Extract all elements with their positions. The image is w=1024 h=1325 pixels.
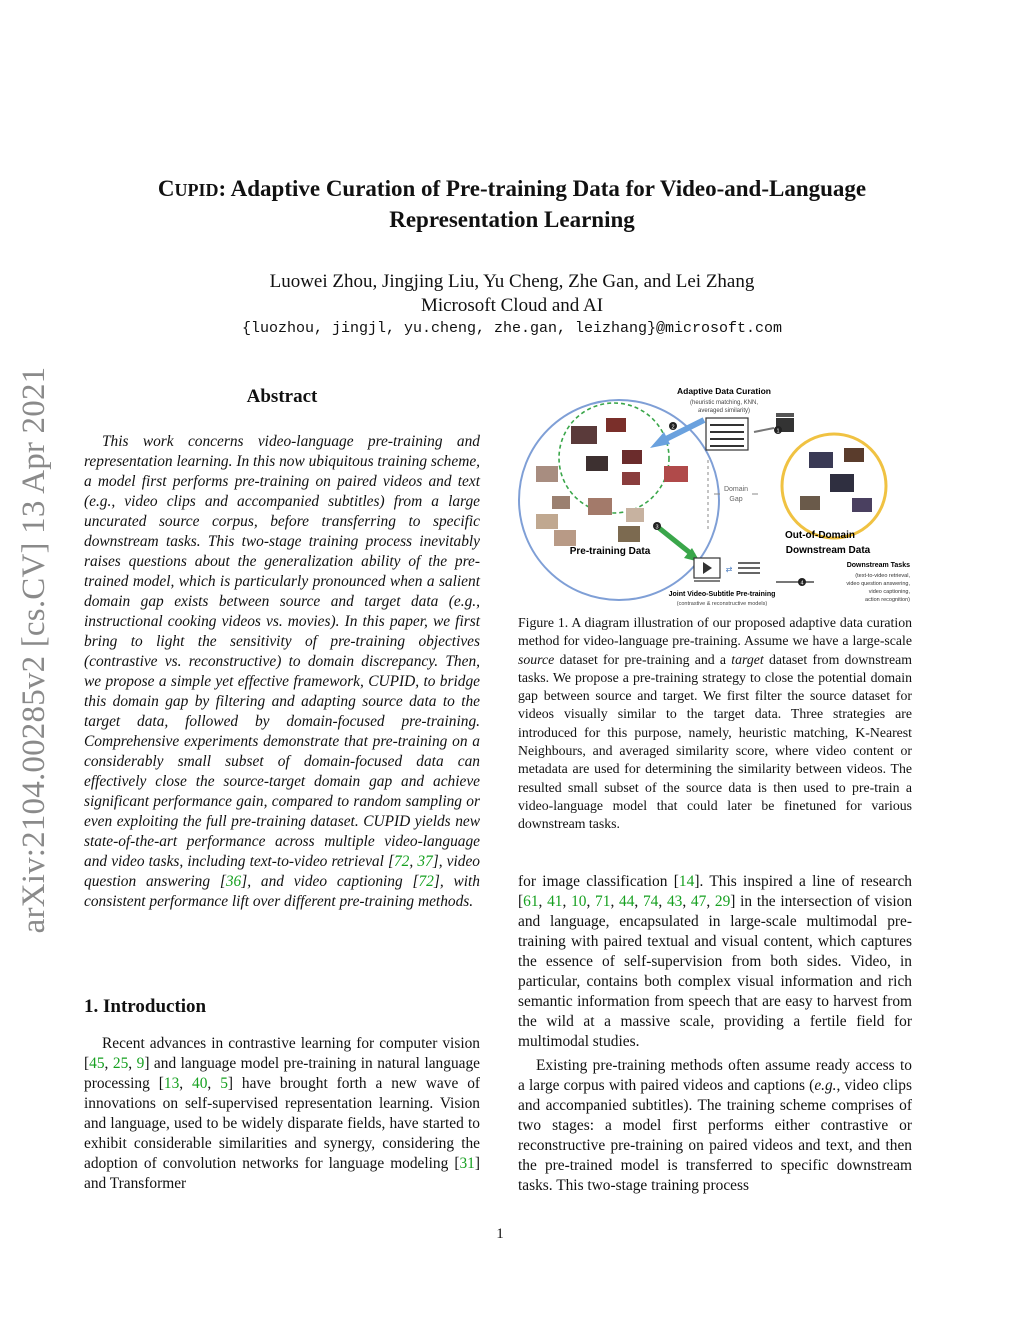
intro-text-d: ] and Transformer (84, 1155, 480, 1192)
citation-link[interactable]: 74 (642, 893, 659, 910)
citation-link[interactable]: 31 (459, 1155, 475, 1172)
intro-text-b: ] and language model pre-training in natural language processing [ (84, 1055, 480, 1092)
domain-gap-label-2: Gap (729, 496, 743, 503)
citation-link[interactable]: 71 (595, 893, 611, 910)
abstract-part-2: , to bridge this domain gap by filtering and adapting source data to the target data, followed by domain-focused pre-training. Comprehensive experiments demonstrate that pre-training on a considerably small subset of domain-focused data can effectively close the source-target domain gap and achieve significant performance gain, compared to random sampling or even exploiting the full pre-training dataset. (84, 673, 480, 830)
citation-link[interactable]: 5 (220, 1075, 228, 1092)
caption-text-b: dataset for pre-training and a (554, 651, 732, 667)
abstract-part-5: ], and video captioning [ (241, 873, 419, 890)
citation-link[interactable]: 9 (136, 1055, 145, 1072)
caption-text-a: Figure 1. A diagram illustration of our proposed adaptive data curation method for video-language pre-training. Assume we have a large-scale (518, 615, 912, 649)
adaptive-curation-sub1: (heuristic matching, KNN, (689, 400, 759, 406)
author-emails: {luozhou, jingjl, yu.cheng, zhe.gan, leizhang}@microsoft.com (241, 320, 783, 337)
downstream-tasks-3: video captioning, (868, 589, 910, 595)
citation-link[interactable]: 14 (678, 873, 695, 890)
abstract-cupid-2: CUPID (363, 813, 411, 830)
downstream-tasks-4: action recognition) (865, 597, 910, 603)
right-p2-eg: e.g. (814, 1077, 837, 1094)
title-cupid-rest: UPID (174, 180, 219, 200)
title-line-1 (60, 174, 964, 205)
figure-1-caption (518, 614, 912, 834)
server-icon (706, 418, 748, 450)
citation-link[interactable]: 61 (523, 893, 539, 910)
downstream-tasks-1: (text-to-video retrieval, (855, 573, 910, 579)
caption-source-italic: source (518, 651, 555, 667)
subtitle-text-icon (738, 563, 760, 573)
clapper-top (776, 413, 794, 417)
citation-link[interactable]: 29 (714, 893, 731, 910)
citation-link[interactable]: 44 (619, 893, 635, 910)
citation-link[interactable]: 25 (112, 1055, 129, 1072)
author-affiliation: Microsoft Cloud and AI (420, 295, 604, 316)
thumbnail (554, 530, 576, 546)
thumbnail (830, 474, 854, 492)
step-marker-1-label: 1 (776, 428, 780, 435)
citation-link[interactable]: 41 (547, 893, 563, 910)
citation-link[interactable]: 43 (666, 893, 683, 910)
citation-list: 61, 41, 10, 71, 44, 74, 43, 47, 29 (523, 893, 731, 910)
title-line1-text: : Adaptive Curation of Pre-training Data for Video-and-Language (218, 176, 867, 201)
thumbnail (844, 448, 864, 462)
arxiv-identifier: arXiv:2104.00285v2 [cs.CV] 13 Apr 2021 (16, 366, 52, 934)
right-p2-text-b: , video clips and accompanied subtitles). The training scheme comprises of two stages: a model first performs either contrastive or reconstructive pre-training on paired videos and text, and then the pre-trained model is transferred to specific downstream tasks. This two-stage training process (518, 1077, 912, 1194)
out-of-domain-label-2: Downstream Data (785, 545, 871, 556)
thumbnail (622, 472, 640, 485)
bidirectional-arrow-icon: ⇄ (725, 565, 733, 574)
domain-gap-label-1: Domain (723, 486, 749, 493)
thumbnail (586, 456, 608, 471)
thumbnail (664, 466, 688, 482)
step-marker-4-label: 4 (800, 580, 804, 587)
pretraining-arrow (659, 528, 694, 556)
downstream-tasks-title: Downstream Tasks (846, 562, 910, 569)
right-p2-text-a: Existing pre-training methods often assume ready access to a large corpus with paired videos and captions ( (518, 1057, 912, 1094)
citation-link[interactable]: 40 (192, 1075, 208, 1092)
caption-text-c: dataset from downstream tasks. We propose a pre-training strategy to close the potential domain gap between source and target. We first filter the source dataset for videos visually similar to the target data. Three strategies are introduced for this purpose, namely, heuristic matching, K-Nearest Neighbours, and averaged similarity score, where video content or metadata are used for determining the similarity between videos. The resulted small subset of the source data is then used to pre-train a video-language model that could later be finetuned for various downstream tasks. (518, 651, 912, 832)
citation-link[interactable]: 10 (571, 893, 587, 910)
abstract-part-4: ], video question answering [ (84, 853, 480, 890)
pretraining-data-label: Pre-training Data (569, 546, 651, 557)
abstract-part-3: yields new state-of-the-art performance across multiple video-language and video tasks, including text-to-video retrieval [ (84, 813, 480, 870)
thumbnail (571, 426, 597, 444)
thumbnail (809, 452, 833, 468)
citation-separator: , (409, 853, 418, 870)
target-to-server-arrow (754, 428, 774, 432)
citation-link[interactable]: 37 (417, 853, 433, 870)
joint-pretraining-title: Joint Video-Subtitle Pre-training (668, 591, 776, 598)
thumbnail (618, 526, 640, 542)
thumbnail (606, 418, 626, 432)
right-p1-text-a: for image classification [ (518, 873, 679, 890)
adaptive-curation-sub2: averaged similarity) (697, 408, 751, 414)
paper-title (60, 174, 964, 235)
caption-target-italic: target (731, 651, 764, 667)
adaptive-curation-title: Adaptive Data Curation (677, 386, 771, 396)
citation-link[interactable]: 13 (163, 1075, 180, 1092)
citation-link[interactable]: 45 (89, 1055, 105, 1072)
abstract-cupid-1: CUPID (368, 673, 416, 690)
abstract-heading: Abstract (246, 386, 318, 407)
thumbnail (552, 496, 570, 509)
title-line-2: Representation Learning (389, 207, 635, 232)
out-of-domain-label-1: Out-of-Domain (785, 530, 855, 541)
abstract-text (84, 432, 480, 912)
title-cupid-initial: C (157, 176, 175, 201)
step-marker-3-label: 3 (655, 524, 659, 531)
intro-paragraph: Recent advances in contrastive learning for computer vision [45, 25, 9] and language model pre-training in natural language processing [13, 40, 5] have brought forth a new wave of innovations on self-supervised representation learning. Vision and language, used to be widely disparate fields, have started to exhibit considerable similarities and synergy, considering the adoption of convolution networks for language modeling [31] and Transformer (84, 1035, 481, 1192)
thumbnail (852, 498, 872, 512)
abstract-part-6: ], with consistent performance lift over different pre-training methods. (84, 873, 480, 910)
right-column-paragraph-2 (518, 1056, 912, 1196)
right-p1-text-c: ] in the intersection of vision and language, encapsulated in large-scale multimodal pre-training with paired textual and visual content, which captures the essence of self-supervision from both sides. Video, in particular, contains both complex visual information and rich semantic information from speech that are easy to harvest from the wild at a massive scale, providing a fertile field for multimodal studies. (518, 893, 913, 1050)
joint-pretraining-sub: (contrastive & reconstructive models) (676, 601, 768, 607)
author-block (60, 270, 964, 318)
thumbnail (536, 466, 558, 482)
downstream-tasks-2: video question answering, (846, 581, 910, 587)
thumbnail (536, 514, 558, 529)
right-column-paragraph-1 (518, 872, 912, 1052)
citation-link[interactable]: 47 (690, 893, 707, 910)
section-heading-introduction: 1. Introduction (84, 996, 207, 1017)
page-number: 1 (496, 1226, 504, 1242)
author-names: Luowei Zhou, Jingjing Liu, Yu Cheng, Zhe Gan, and Lei Zhang (269, 271, 755, 292)
citation-link[interactable]: 72 (393, 853, 410, 870)
right-p1-text-b: ]. This inspired a line of research [ (518, 873, 913, 910)
thumbnail (622, 450, 642, 464)
thumbnail (800, 496, 820, 510)
intro-text-a: Recent advances in contrastive learning for computer vision [ (84, 1035, 480, 1072)
citation-link[interactable]: 72 (418, 873, 434, 890)
thumbnail (626, 508, 644, 522)
figure-1-diagram (514, 380, 914, 612)
thumbnail (588, 498, 612, 515)
step-marker-2-label: 2 (671, 424, 675, 431)
citation-link[interactable]: 36 (225, 873, 242, 890)
abstract-part-1: This work concerns video-language pre-training and representation learning. In this now ubiquitous training scheme, a model first performs pre-training on paired videos and text (e.g., video clips and accompanied subtitles) from a large uncurated source corpus, before transferring to specific downstream tasks. This two-stage training process inevitably raises questions about the generalization ability of the pre-trained model, which is particularly pronounced when a salient domain gap exists between source and target data (e.g., instructional cooking videos vs. movies). In this paper, we first bring to light the sensitivity of pre-training objectives (contrastive vs. reconstructive) to domain discrepancy. Then, we propose a simple yet effective framework, (84, 433, 480, 690)
target-video-thumbnails (800, 448, 872, 512)
intro-text-c: ] have brought forth a new wave of innovations on self-supervised representation learning. Vision and language, used to be widely disparate fields, have started to exhibit considerable similarities and synergy, considering the adoption of convolution networks for language modeling [ (84, 1075, 481, 1172)
